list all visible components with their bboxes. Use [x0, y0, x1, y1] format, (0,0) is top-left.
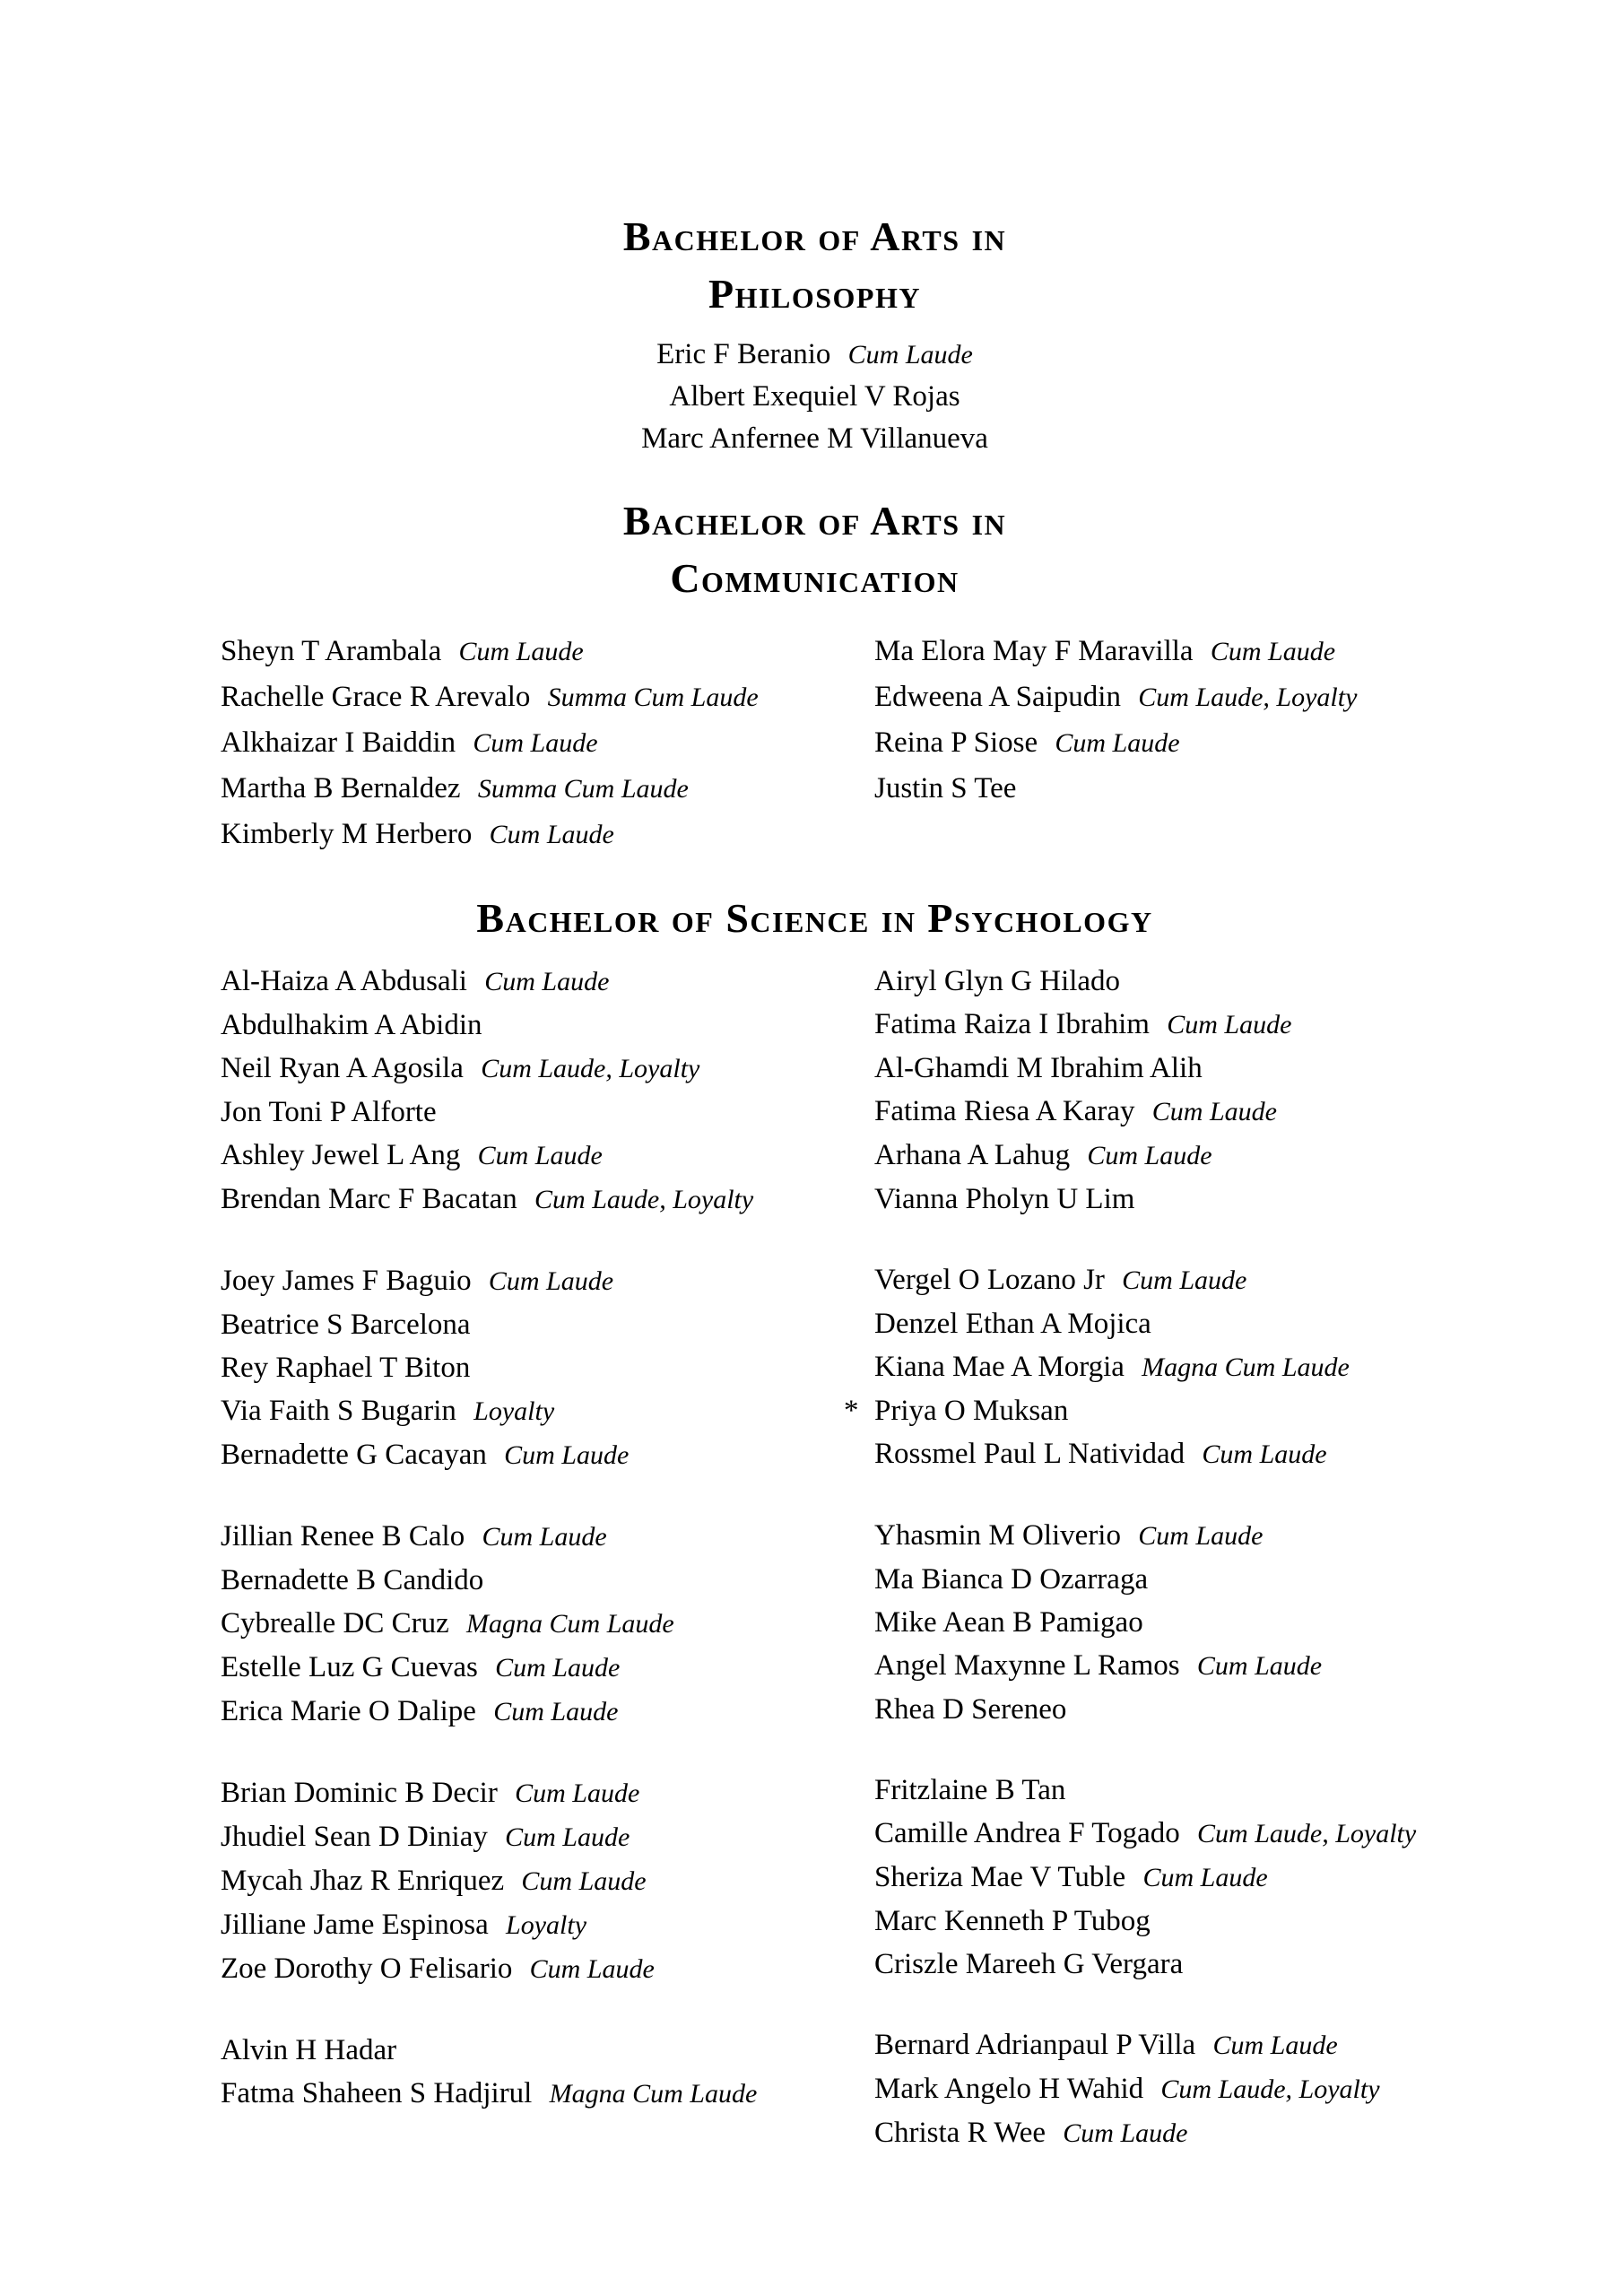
- graduate-row: [874, 1178, 1416, 1221]
- graduate-row: [874, 720, 1409, 766]
- honors-label: Cum Laude: [1202, 1439, 1327, 1469]
- graduate-group: [874, 960, 1416, 1221]
- graduate-name: Mark Angelo H Wahid: [874, 2073, 1144, 2105]
- graduate-row: [874, 1688, 1416, 1731]
- graduate-name: Rossmel Paul L Natividad: [874, 1438, 1185, 1470]
- graduate-row: [221, 1303, 874, 1346]
- graduate-name: Alkhaizar I Baiddin: [221, 726, 456, 759]
- asterisk-marker: *: [844, 1395, 859, 1427]
- graduate-row: [874, 1769, 1416, 1812]
- graduate-row: [874, 960, 1416, 1003]
- graduate-name: Justin S Tee: [874, 772, 1017, 804]
- section-title-line: Bachelor of Arts in: [622, 498, 1007, 544]
- graduate-row: [221, 2072, 874, 2116]
- honors-label: Cum Laude: [489, 820, 614, 849]
- graduate-row: [221, 376, 1409, 418]
- graduate-column-left: [221, 960, 874, 2116]
- graduate-column-left: [221, 629, 874, 857]
- honors-label: Cum Laude: [1122, 1265, 1247, 1295]
- section-title-ba-communication: [221, 492, 1409, 607]
- graduate-name: Rhea D Sereneo: [874, 1693, 1067, 1726]
- graduate-row: [221, 1047, 874, 1091]
- honors-label: Cum Laude: [477, 1141, 603, 1170]
- honors-label: Cum Laude: [493, 1697, 619, 1726]
- graduate-columns-psychology: [221, 960, 1417, 2155]
- graduate-row: [874, 1644, 1416, 1688]
- graduate-name: Abdulhakim A Abidin: [221, 1009, 482, 1041]
- honors-label: Cum Laude: [1063, 2118, 1188, 2148]
- graduate-name: Jillian Renee B Calo: [221, 1520, 465, 1552]
- honors-label: Cum Laude: [529, 1954, 655, 1984]
- graduate-row: [221, 1346, 874, 1389]
- graduate-row: [221, 766, 874, 812]
- graduate-name: Fritzlaine B Tan: [874, 1774, 1066, 1806]
- graduate-row: [221, 629, 874, 674]
- honors-label: Loyalty: [473, 1396, 555, 1426]
- graduate-row: [221, 1178, 874, 1222]
- graduate-row: [874, 1302, 1416, 1345]
- honors-label: Cum Laude: [1210, 637, 1336, 666]
- honors-label: Summa Cum Laude: [477, 774, 689, 804]
- graduate-name: Vergel O Lozano Jr: [874, 1264, 1105, 1296]
- graduate-name: Camille Andrea F Togado: [874, 1817, 1180, 1849]
- honors-label: Cum Laude: [488, 1266, 614, 1296]
- honors-label: Cum Laude: [1055, 728, 1180, 758]
- graduate-name: Jhudiel Sean D Diniay: [221, 1821, 488, 1853]
- section-title-line: Communication: [670, 555, 960, 601]
- honors-label: Cum Laude: [1167, 1010, 1292, 1039]
- honors-label: Summa Cum Laude: [547, 683, 759, 712]
- graduate-row: [221, 1859, 874, 1903]
- graduate-row: [874, 1090, 1416, 1134]
- graduate-row: [874, 1345, 1416, 1389]
- graduate-row: [221, 720, 874, 766]
- graduate-row: [874, 766, 1409, 811]
- honors-label: Cum Laude, Loyalty: [1160, 2074, 1380, 2104]
- honors-label: Cum Laude: [482, 1522, 607, 1552]
- graduate-name: Airyl Glyn G Hilado: [874, 965, 1121, 997]
- honors-label: Cum Laude: [1087, 1141, 1212, 1170]
- honors-label: Cum Laude: [1142, 1863, 1268, 1892]
- graduate-row: [874, 1514, 1416, 1558]
- graduate-row: [221, 1004, 874, 1047]
- graduate-name: Ma Elora May F Maravilla: [874, 635, 1194, 667]
- graduate-name: Vianna Pholyn U Lim: [874, 1183, 1135, 1215]
- graduate-row: [221, 418, 1409, 460]
- graduate-name: Erica Marie O Dalipe: [221, 1695, 476, 1727]
- graduate-group: [221, 1259, 874, 1477]
- graduate-name: Brendan Marc F Bacatan: [221, 1183, 517, 1215]
- graduate-row: [844, 1389, 1416, 1432]
- section-ba-philosophy: [221, 208, 1409, 460]
- section-title-line: Bachelor of Arts in: [622, 213, 1007, 259]
- graduate-name: Kimberly M Herbero: [221, 818, 473, 850]
- honors-label: Cum Laude: [505, 1822, 630, 1852]
- graduate-name: Fatima Riesa A Karay: [874, 1095, 1135, 1127]
- graduate-row: [221, 1433, 874, 1477]
- graduate-name: Eric F Beranio: [656, 338, 831, 370]
- graduate-row: [221, 1690, 874, 1734]
- graduate-row: [221, 1259, 874, 1303]
- graduate-row: [874, 1601, 1416, 1644]
- honors-label: Cum Laude: [1196, 1651, 1323, 1681]
- graduate-name: Joey James F Baguio: [221, 1265, 472, 1297]
- graduate-row: [221, 2029, 874, 2072]
- graduate-name: Yhasmin M Oliverio: [874, 1519, 1121, 1552]
- graduate-row: [221, 674, 874, 720]
- graduate-group: [221, 1515, 874, 1734]
- honors-label: Magna Cum Laude: [1142, 1352, 1350, 1382]
- graduate-name: Kiana Mae A Morgia: [874, 1351, 1125, 1383]
- graduate-name: Reina P Siose: [874, 726, 1038, 759]
- graduate-row: [221, 334, 1409, 376]
- graduate-row: [874, 1134, 1416, 1178]
- honors-label: Cum Laude: [458, 637, 584, 666]
- graduate-name: Edweena A Saipudin: [874, 681, 1121, 713]
- graduate-row: [874, 1943, 1416, 1986]
- graduate-name: Al-Ghamdi M Ibrahim Alih: [874, 1052, 1203, 1084]
- graduate-row: [874, 1003, 1416, 1047]
- graduate-list-philosophy: [221, 334, 1409, 460]
- graduate-name: Arhana A Lahug: [874, 1139, 1071, 1171]
- graduate-name: Mike Aean B Pamigao: [874, 1606, 1143, 1639]
- graduate-row: [874, 674, 1409, 720]
- graduate-name: Albert Exequiel V Rojas: [669, 380, 960, 413]
- graduate-row: [874, 2067, 1416, 2111]
- honors-label: Cum Laude: [521, 1866, 647, 1896]
- graduate-name: Mycah Jhaz R Enriquez: [221, 1865, 505, 1897]
- graduate-group: [874, 2023, 1416, 2155]
- graduate-name: Jon Toni P Alforte: [221, 1096, 437, 1128]
- graduate-row: [874, 1900, 1416, 1943]
- section-ba-communication: [221, 492, 1409, 857]
- graduate-row: [221, 1602, 874, 1646]
- graduate-name: Al-Haiza A Abdusali: [221, 965, 467, 997]
- graduate-row: [874, 1558, 1416, 1601]
- honors-label: Cum Laude: [504, 1440, 630, 1470]
- graduate-name: Rey Raphael T Biton: [221, 1352, 471, 1384]
- honors-label: Magna Cum Laude: [466, 1609, 674, 1639]
- graduate-name: Estelle Luz G Cuevas: [221, 1651, 478, 1683]
- graduate-name: Denzel Ethan A Mojica: [874, 1308, 1151, 1340]
- honors-label: Cum Laude: [1212, 2031, 1338, 2060]
- graduate-name: Bernadette G Cacayan: [221, 1439, 487, 1471]
- honors-label: Cum Laude: [847, 340, 973, 370]
- honors-label: Cum Laude: [515, 1779, 640, 1808]
- graduate-name: Marc Anfernee M Villanueva: [641, 422, 988, 455]
- graduate-row: [221, 1515, 874, 1559]
- section-title-ba-philosophy: [221, 208, 1409, 323]
- graduate-name: Marc Kenneth P Tubog: [874, 1905, 1151, 1937]
- section-title-line: Bachelor of Science in Psychology: [476, 895, 1153, 941]
- graduate-row: [221, 1947, 874, 1991]
- graduate-row: [221, 1771, 874, 1815]
- graduate-row: [874, 1812, 1416, 1856]
- graduate-name: Priya O Muksan: [874, 1395, 1069, 1427]
- graduate-name: Fatma Shaheen S Hadjirul: [221, 2077, 533, 2109]
- graduate-row: [874, 2111, 1416, 2155]
- graduate-name: Bernadette B Candido: [221, 1564, 484, 1596]
- graduate-name: Sheyn T Arambala: [221, 635, 442, 667]
- graduate-row: [874, 1432, 1416, 1476]
- graduate-column-right: [874, 629, 1409, 811]
- graduate-column-right: [844, 960, 1417, 2155]
- graduate-name: Neil Ryan A Agosila: [221, 1052, 464, 1084]
- graduate-row: [221, 1559, 874, 1602]
- graduate-group: [221, 960, 874, 1222]
- graduate-row: [874, 1856, 1416, 1900]
- graduate-name: Christa R Wee: [874, 2117, 1046, 2149]
- honors-label: Cum Laude: [484, 967, 610, 996]
- graduate-name: Beatrice S Barcelona: [221, 1309, 471, 1341]
- graduate-row: [874, 629, 1409, 674]
- graduate-group: [874, 1514, 1416, 1731]
- graduate-name: Angel Maxynne L Ramos: [874, 1649, 1180, 1682]
- graduate-group: [221, 1771, 874, 1991]
- honors-label: Cum Laude, Loyalty: [481, 1054, 700, 1083]
- honors-label: Cum Laude: [1151, 1097, 1277, 1126]
- graduate-row: [221, 1091, 874, 1134]
- section-bs-psychology: [221, 890, 1417, 2155]
- graduate-row: [221, 1134, 874, 1178]
- graduate-row: [221, 1389, 874, 1433]
- honors-label: Cum Laude, Loyalty: [534, 1185, 754, 1214]
- graduate-name: Alvin H Hadar: [221, 2034, 397, 2066]
- honors-label: Cum Laude: [495, 1653, 621, 1683]
- section-title-line: Philosophy: [708, 271, 921, 317]
- graduate-name: Ashley Jewel L Ang: [221, 1139, 461, 1171]
- section-title-bs-psychology: [221, 890, 1409, 947]
- graduate-name: Cybrealle DC Cruz: [221, 1607, 449, 1639]
- graduate-row: [221, 960, 874, 1004]
- graduate-row: [874, 1258, 1416, 1302]
- honors-label: Cum Laude: [473, 728, 598, 758]
- graduate-name: Bernard Adrianpaul P Villa: [874, 2029, 1196, 2061]
- honors-label: Magna Cum Laude: [549, 2079, 758, 2109]
- graduate-columns-communication: [221, 629, 1409, 857]
- graduate-name: Fatima Raiza I Ibrahim: [874, 1008, 1150, 1040]
- graduate-name: Brian Dominic B Decir: [221, 1777, 498, 1809]
- graduate-row: [221, 812, 874, 857]
- graduate-name: Jilliane Jame Espinosa: [221, 1909, 489, 1941]
- graduate-group: [844, 1258, 1416, 1476]
- honors-label: Cum Laude: [1138, 1521, 1264, 1551]
- honors-label: Loyalty: [506, 1910, 587, 1940]
- graduate-name: Rachelle Grace R Arevalo: [221, 681, 531, 713]
- graduate-name: Ma Bianca D Ozarraga: [874, 1563, 1149, 1596]
- graduate-row: [221, 1815, 874, 1859]
- graduate-row: [874, 1047, 1416, 1090]
- graduate-name: Sheriza Mae V Tuble: [874, 1861, 1126, 1893]
- honors-label: Cum Laude, Loyalty: [1197, 1819, 1417, 1848]
- graduate-row: [874, 2023, 1416, 2067]
- graduate-name: Martha B Bernaldez: [221, 772, 461, 804]
- graduate-group: [221, 2029, 874, 2116]
- graduate-row: [221, 1646, 874, 1690]
- graduate-name: Via Faith S Bugarin: [221, 1395, 456, 1427]
- graduate-group: [874, 1769, 1416, 1986]
- honors-label: Cum Laude, Loyalty: [1138, 683, 1358, 712]
- graduate-name: Zoe Dorothy O Felisario: [221, 1952, 513, 1985]
- graduate-row: [221, 1903, 874, 1947]
- graduate-name: Criszle Mareeh G Vergara: [874, 1948, 1184, 1980]
